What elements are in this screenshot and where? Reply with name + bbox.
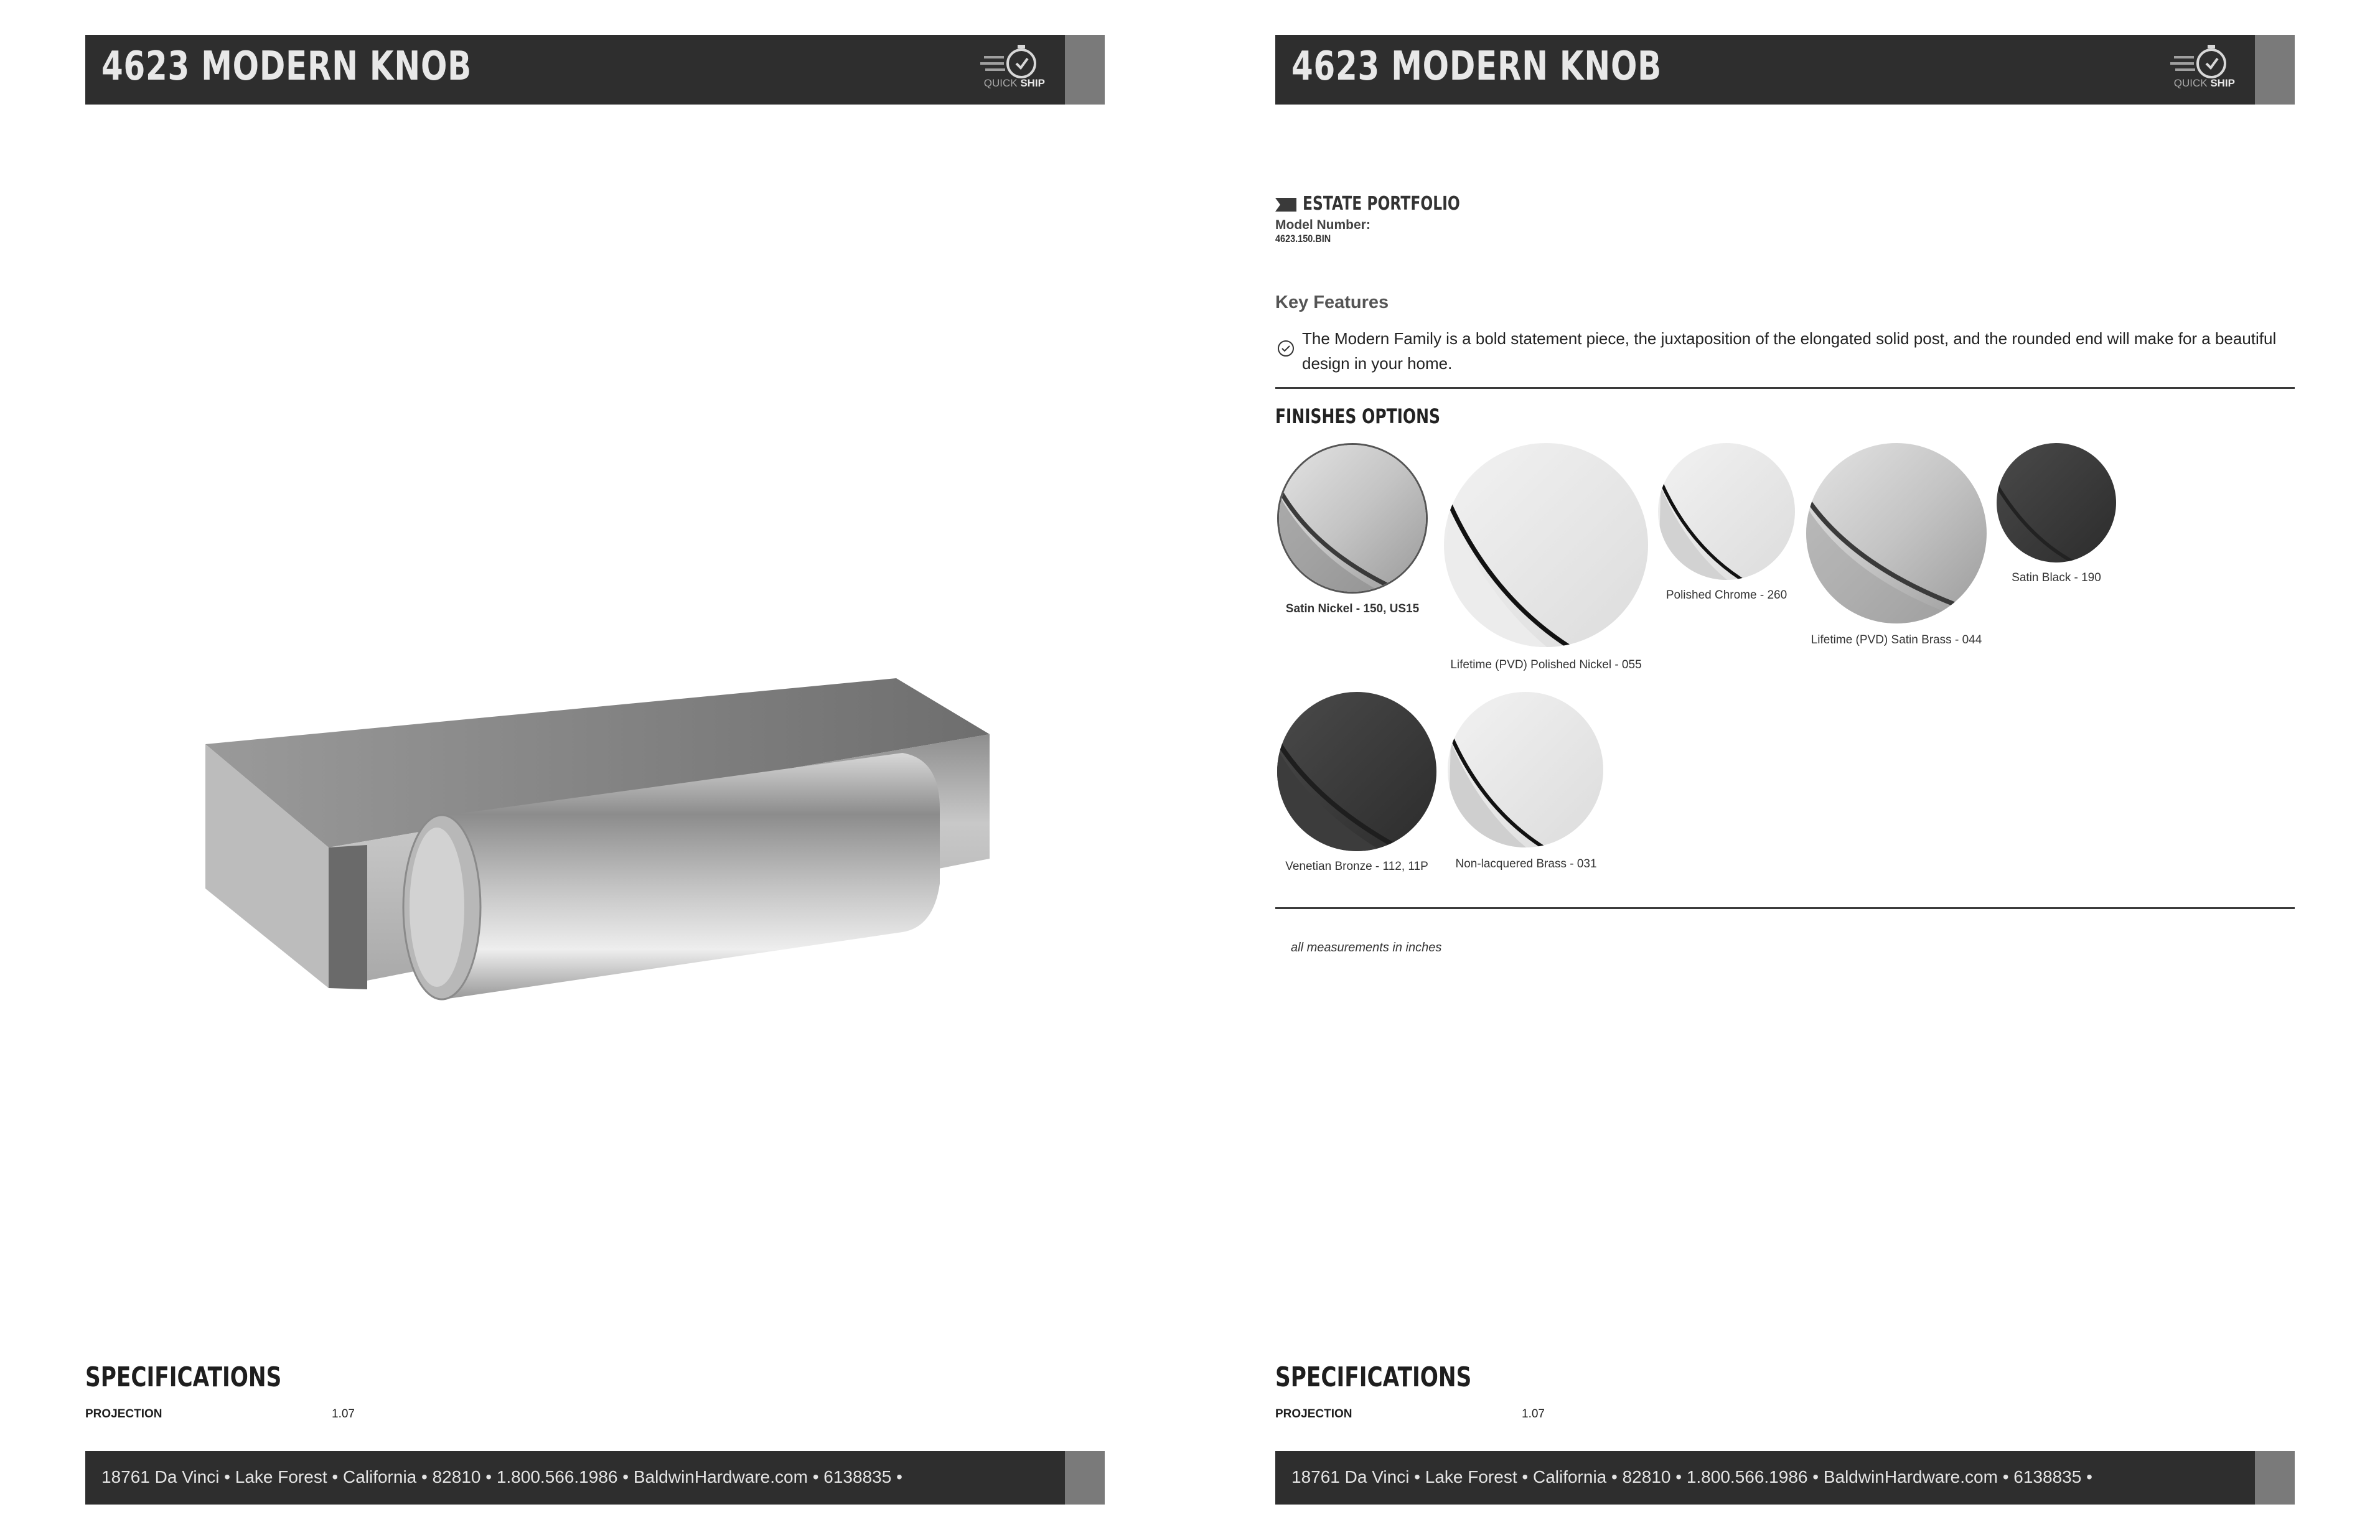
quick-ship-badge: QUICK SHIP [2173,77,2235,89]
finish-label-venetian-bronze: Venetian Bronze - 112, 11P [1285,860,1428,873]
specifications-title: SPECIFICATIONS [1275,1361,1472,1393]
finish-label-pvd-polished-nickel: Lifetime (PVD) Polished Nickel - 055 [1450,658,1642,671]
footer-tab [2255,1451,2295,1505]
flag-icon [1275,198,1296,212]
feature-item: The Modern Family is a bold statement piece, the juxtaposition of the elongated solid post, and the rounded end will make for a beautiful design in your home. [1302,329,2277,373]
finish-label-non-lacquered-brass: Non-lacquered Brass - 031 [1455,857,1597,870]
header-tab [2255,35,2295,105]
spec-label-projection: PROJECTION [1275,1407,1352,1421]
spec-value-projection: 1.07 [1522,1407,1545,1421]
measurement-note: all measurements in inches [1291,941,1442,954]
product-image [187,647,1008,1033]
finish-label-polished-chrome: Polished Chrome - 260 [1666,589,1787,602]
page-title: 4623 MODERN KNOB [1291,44,1662,90]
spec-label-projection: PROJECTION [85,1407,162,1421]
finish-swatch-non-lacquered-brass[interactable] [1448,692,1603,847]
finish-swatch-satin-black[interactable] [1997,443,2116,562]
finish-swatch-polished-chrome[interactable] [1658,443,1795,580]
finish-swatch-pvd-polished-nickel[interactable] [1444,443,1648,647]
finishes-title: FINISHES OPTIONS [1275,404,1441,428]
specifications-title: SPECIFICATIONS [85,1361,282,1393]
finish-swatch-satin-nickel[interactable] [1277,443,1428,594]
footer-bar [1275,1451,2295,1505]
right-page [1190,0,2380,1540]
footer-bar [85,1451,1105,1505]
check-circle-icon [1277,340,1295,357]
finish-swatch-pvd-satin-brass[interactable] [1806,443,1987,623]
header-bar [85,35,1105,105]
finish-label-satin-nickel: Satin Nickel - 150, US15 [1285,602,1420,615]
section-divider [1275,387,2295,389]
footer-tab [1065,1451,1105,1505]
portfolio-label: ESTATE PORTFOLIO [1303,193,1460,215]
finish-label-satin-black: Satin Black - 190 [2012,571,2101,584]
header-tab [1065,35,1105,105]
stopwatch-icon [979,41,1047,98]
section-divider [1275,907,2295,909]
model-number-label: Model Number: [1275,218,1370,232]
finish-label-pvd-satin-brass: Lifetime (PVD) Satin Brass - 044 [1811,633,1982,646]
model-number-value: 4623.150.BIN [1275,233,1331,245]
page-title: 4623 MODERN KNOB [101,44,472,90]
key-features-title: Key Features [1275,292,1389,312]
stopwatch-icon [2169,41,2237,98]
header-bar [1275,35,2295,105]
quick-ship-badge: QUICK SHIP [983,77,1045,89]
footer-address: 18761 Da Vinci • Lake Forest • California • 82810 • 1.800.566.1986 • BaldwinHardware.com • 6138835 • [101,1467,902,1486]
spec-value-projection: 1.07 [332,1407,355,1421]
footer-address: 18761 Da Vinci • Lake Forest • California • 82810 • 1.800.566.1986 • BaldwinHardware.com • 6138835 • [1291,1467,2092,1486]
finish-swatch-venetian-bronze[interactable] [1277,692,1436,851]
